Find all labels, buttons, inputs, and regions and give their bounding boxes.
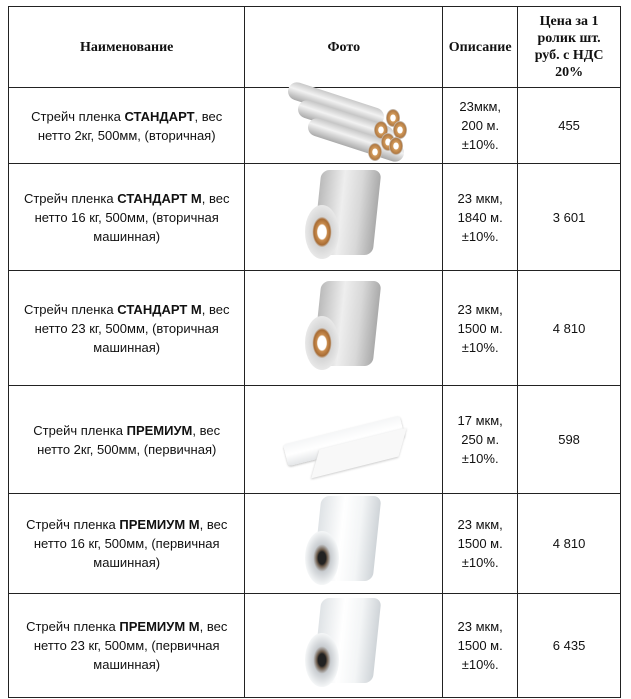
product-grade: ПРЕМИУМ	[126, 422, 193, 438]
name-details: , вес нетто 16 кг, 500мм, (первичная машинная)	[33, 517, 228, 570]
description-line: ±10%.	[461, 228, 499, 244]
name-prefix: Стрейч пленка	[26, 517, 120, 532]
product-name	[9, 88, 245, 164]
product-grade: СТАНДАРТ М	[117, 190, 202, 206]
name-details: , вес нетто 16 кг, 500мм, (вторичная машинная)	[34, 190, 230, 244]
description-line: 250 м.	[461, 432, 500, 447]
table-row	[9, 494, 621, 594]
product-description	[443, 88, 518, 164]
description-line: 1500 м.	[457, 320, 503, 336]
product-grade: ПРЕМИУМ М	[119, 517, 200, 532]
description-line: 1500 м.	[457, 536, 503, 551]
description-line: ±10%.	[461, 137, 499, 152]
name-details: , вес нетто 2кг, 500мм, (вторичная)	[37, 108, 223, 143]
name-details: , вес нетто 23 кг, 500мм, (вторичная машинная)	[34, 301, 230, 355]
product-price: 4 810	[518, 271, 621, 386]
product-grade: СТАНДАРТ	[124, 108, 195, 124]
description-line: 23мкм,	[459, 99, 501, 114]
name-prefix: Стрейч пленка	[23, 301, 118, 317]
table-row	[9, 88, 621, 164]
product-name	[9, 164, 245, 271]
product-name	[9, 386, 245, 494]
product-price: 455	[518, 88, 621, 164]
price-table	[8, 6, 621, 698]
product-description	[443, 271, 518, 386]
description-line: 23 мкм,	[457, 301, 503, 317]
product-name	[9, 494, 245, 594]
name-prefix: Стрейч пленка	[23, 190, 118, 206]
product-photo	[245, 88, 443, 164]
description-line: 1500 м.	[457, 638, 503, 653]
product-photo	[245, 386, 443, 494]
description-line: ±10%.	[461, 657, 499, 672]
film-sheet-image	[274, 410, 414, 470]
clear-roll-image	[299, 598, 389, 693]
product-price: 4 810	[518, 494, 621, 594]
description-line: 23 мкм,	[457, 517, 503, 532]
product-photo	[245, 494, 443, 594]
product-grade: ПРЕМИУМ М	[119, 619, 200, 634]
description-line: 23 мкм,	[457, 619, 503, 634]
header-name: Наименование	[9, 7, 245, 88]
description-line: 17 мкм,	[457, 413, 503, 428]
product-description	[443, 386, 518, 494]
name-prefix: Стрейч пленка	[31, 108, 125, 124]
product-photo	[245, 271, 443, 386]
description-line: ±10%.	[461, 451, 499, 466]
table-row	[9, 386, 621, 494]
name-details: , вес нетто 2кг, 500мм, (первичная)	[37, 422, 221, 457]
table-row	[9, 164, 621, 271]
product-price: 3 601	[518, 164, 621, 271]
machine-roll-image	[299, 170, 389, 265]
product-description	[443, 164, 518, 271]
clear-roll-image	[299, 496, 389, 591]
product-description	[443, 594, 518, 698]
header-row	[9, 7, 621, 88]
product-name	[9, 594, 245, 698]
header-price: Цена за 1 ролик шт. руб. с НДС 20%	[518, 7, 621, 88]
product-description	[443, 494, 518, 594]
product-photo	[245, 164, 443, 271]
description-line: 23 мкм,	[457, 190, 503, 206]
description-line: 200 м.	[461, 118, 500, 133]
roll-bundle-image	[271, 91, 416, 161]
table-row	[9, 271, 621, 386]
product-photo	[245, 594, 443, 698]
header-description: Описание	[443, 7, 518, 88]
description-line: ±10%.	[461, 555, 499, 570]
name-prefix: Стрейч пленка	[33, 422, 127, 438]
product-grade: СТАНДАРТ М	[117, 301, 202, 317]
description-line: ±10%.	[461, 339, 499, 355]
name-prefix: Стрейч пленка	[26, 619, 120, 634]
header-photo: Фото	[245, 7, 443, 88]
machine-roll-image	[299, 281, 389, 376]
product-name	[9, 271, 245, 386]
name-details: , вес нетто 23 кг, 500мм, (первичная машинная)	[33, 619, 228, 672]
table-row	[9, 594, 621, 698]
product-price: 598	[518, 386, 621, 494]
description-line: 1840 м.	[457, 209, 503, 225]
product-price: 6 435	[518, 594, 621, 698]
